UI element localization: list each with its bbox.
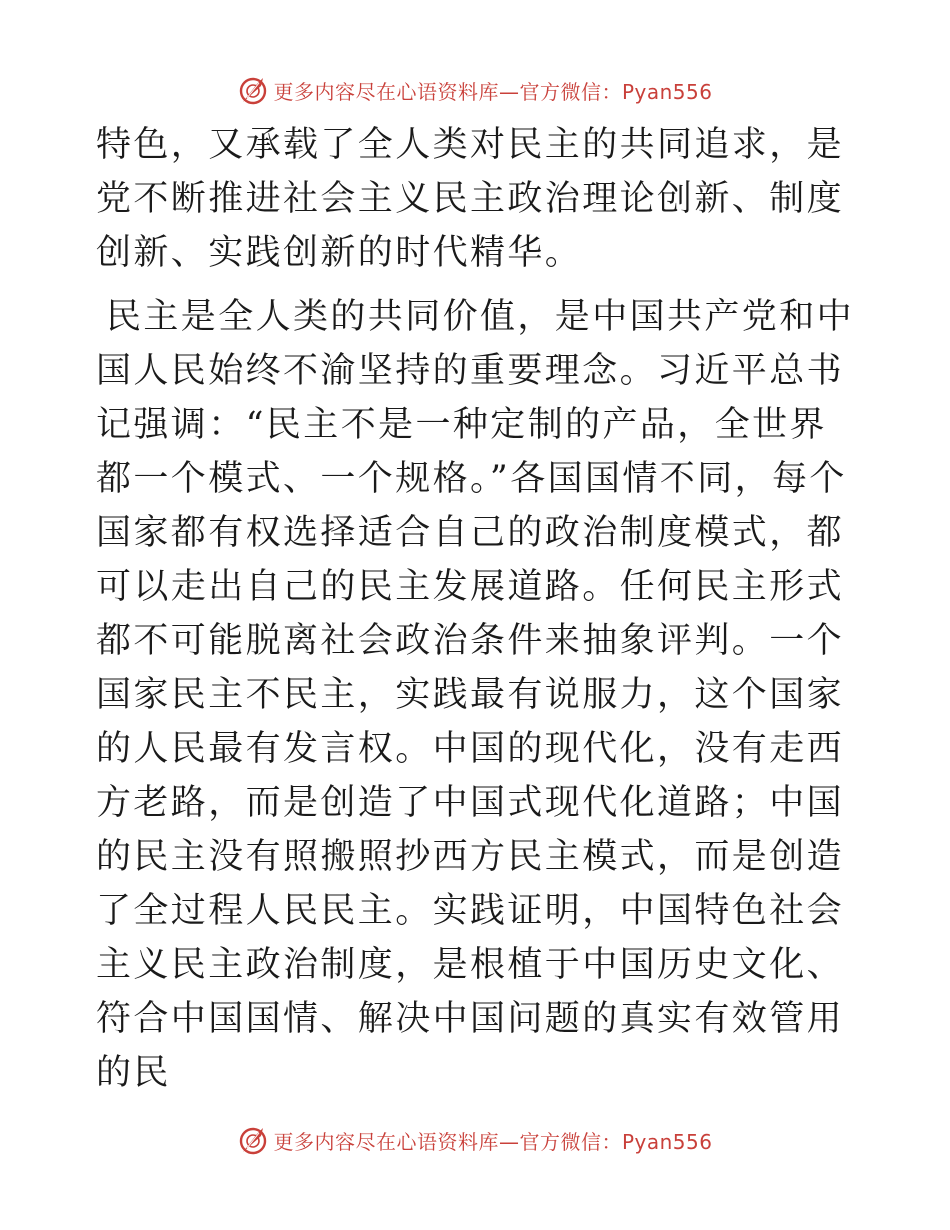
paragraph-continued: 特色，又承载了全人类对民主的共同追求，是党不断推进社会主义民主政治理论创新、制度创新、实践创新的时代精华。: [96, 125, 845, 273]
footer-banner: [0, 1120, 950, 1160]
document-body: [96, 118, 856, 1100]
header-banner-text: 更多内容尽在心语资料库—官方微信：Pyan556: [273, 79, 713, 104]
quill-circle-logo-icon: [237, 74, 269, 106]
header-banner: [0, 70, 950, 110]
footer-banner-text: 更多内容尽在心语资料库—官方微信：Pyan556: [273, 1129, 713, 1154]
quill-circle-logo-icon: [237, 1124, 269, 1156]
paragraph-democracy: 民主是全人类的共同价值，是中国共产党和中国人民始终不渝坚持的重要理念。习近平总书记强调：“民主不是一种定制的产品，全世界都一个模式、一个规格。”各国国情不同，每个国家都有权选择适合自己的政治制度模式，都可以走出自己的民主发展道路。任何民主形式都不可能脱离社会政治条件来抽象评判。一个国家民主不民主，实践最有说服力，这个国家的人民最有发言权。中国的现代化，没有走西方老路，而是创造了中国式现代化道路；中国的民主没有照搬照抄西方民主模式，而是创造了全过程人民民主。实践证明，中国特色社会主义民主政治制度，是根植于中国历史文化、符合中国国情、解决中国问题的真实有效管用的民: [96, 297, 855, 1093]
